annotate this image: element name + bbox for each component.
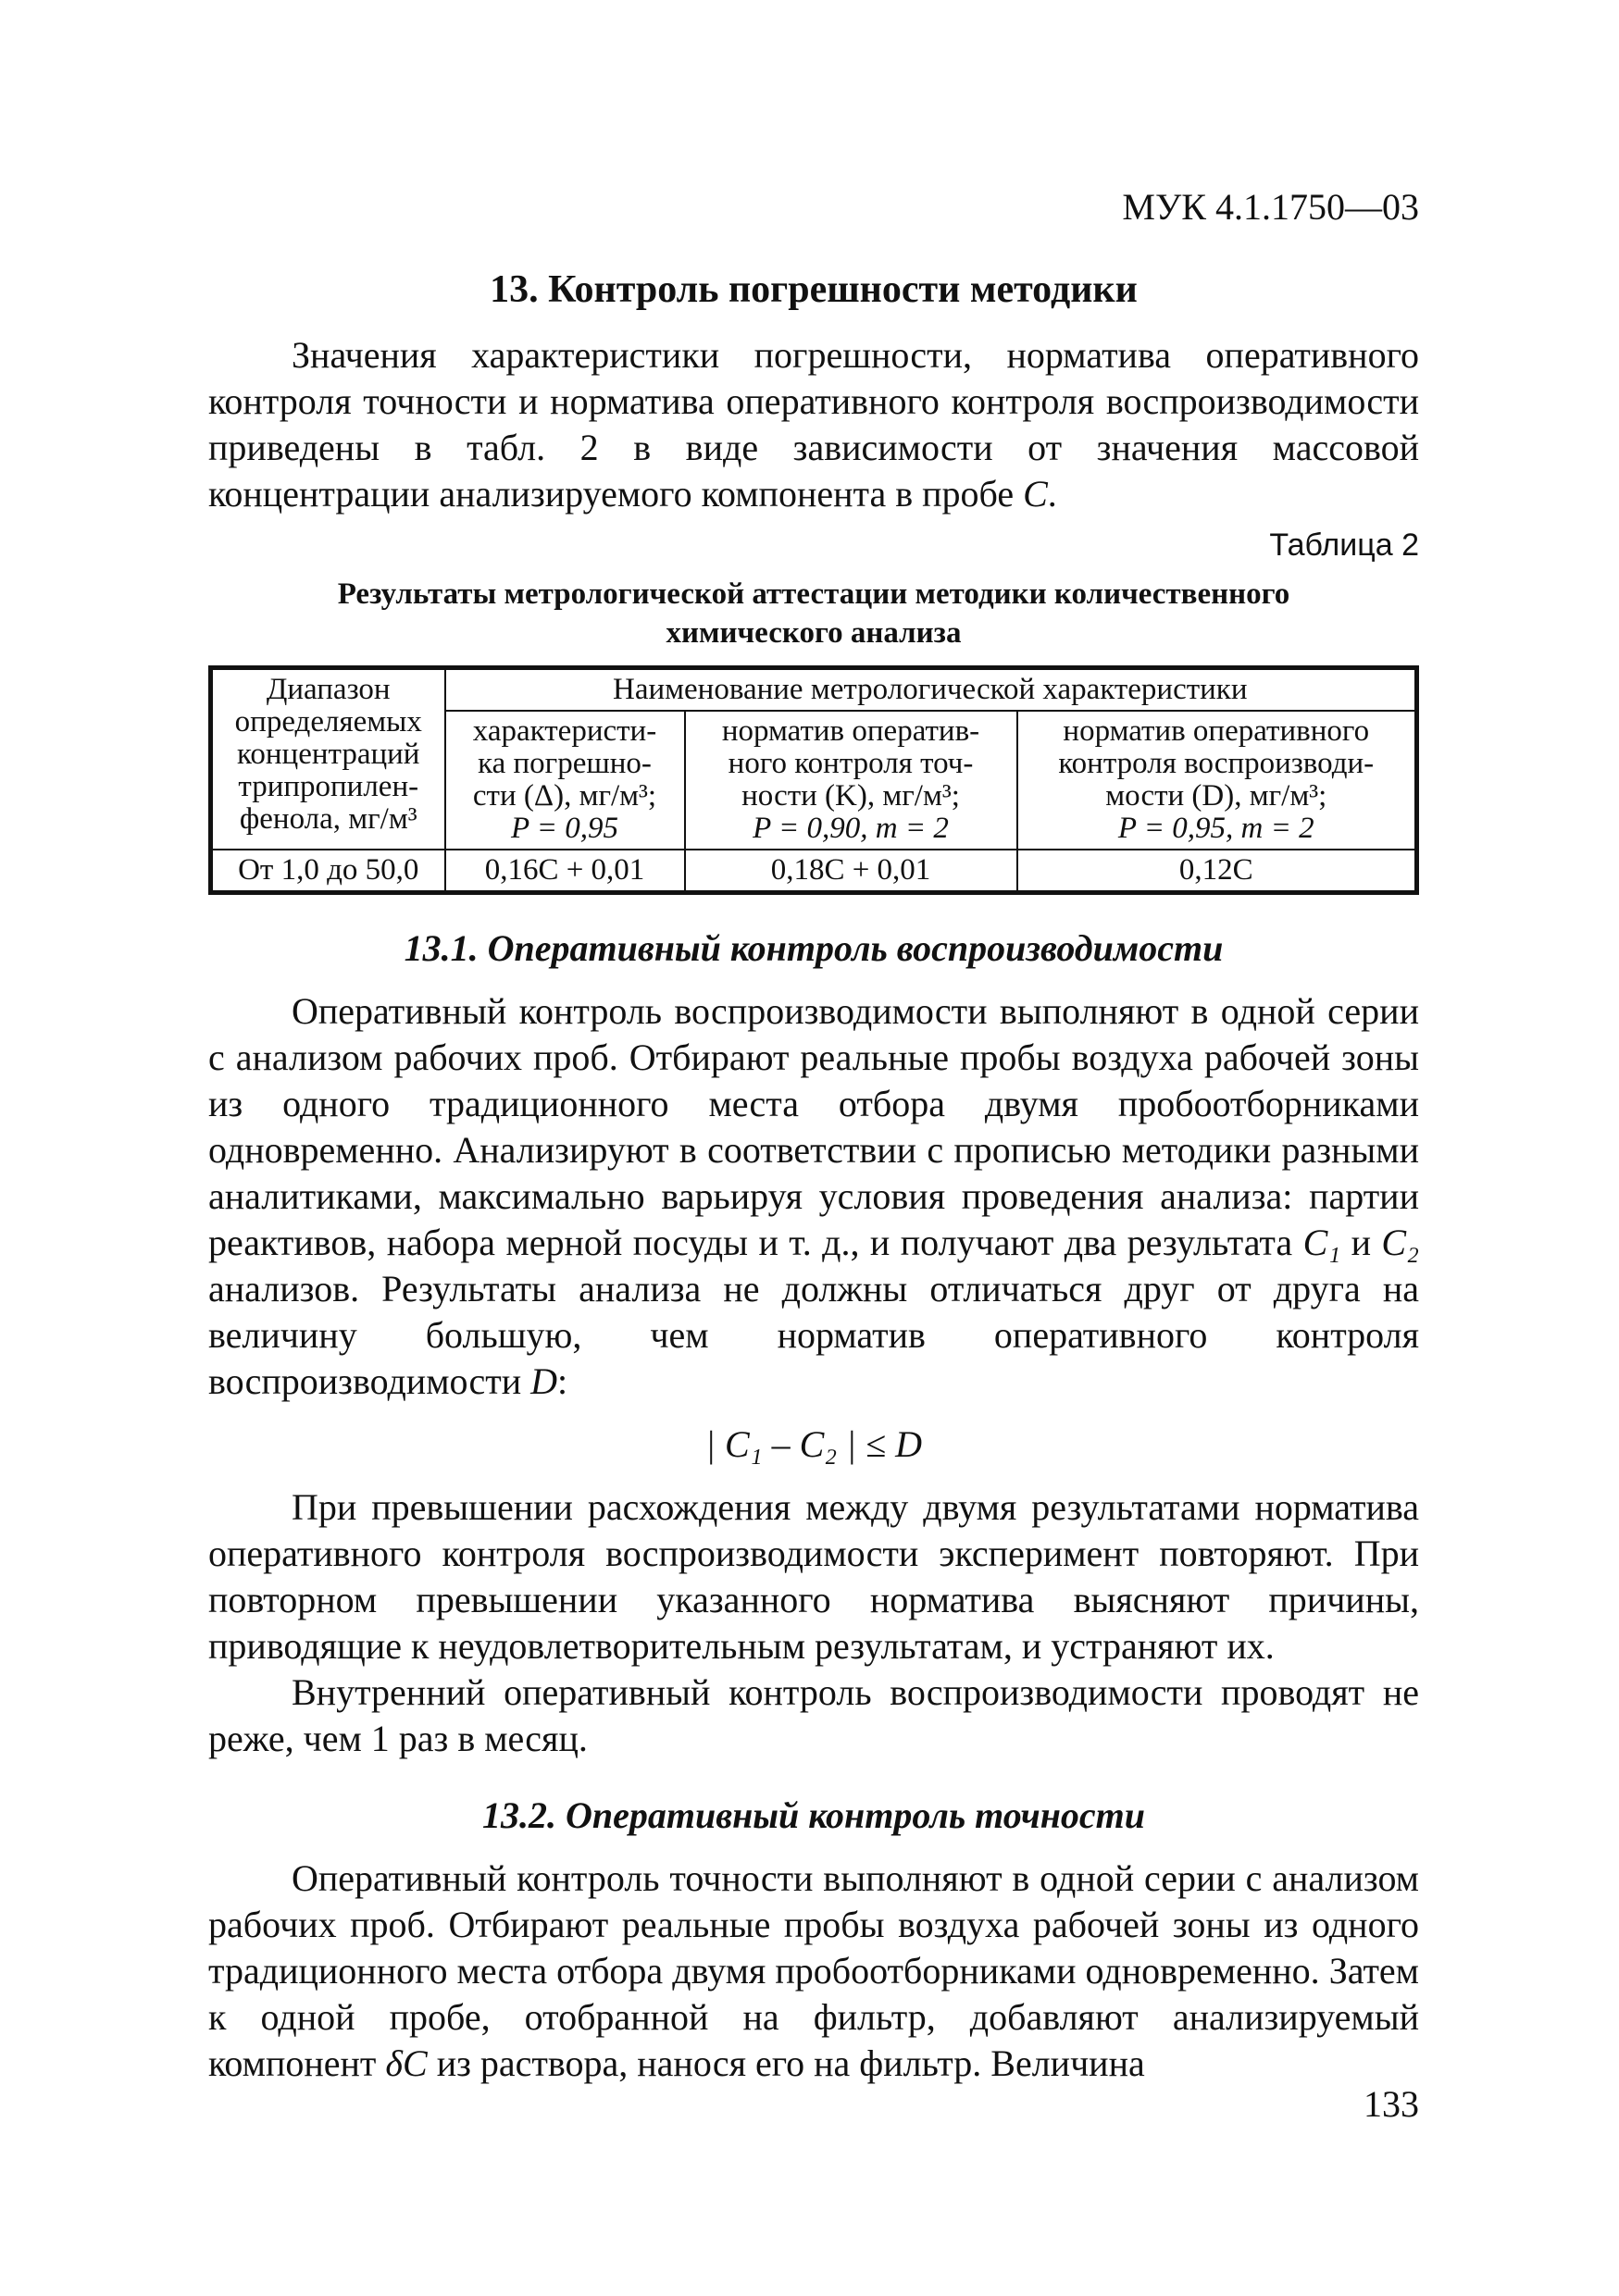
- range-cell: От 1,0 до 50,0: [211, 850, 445, 893]
- intro-paragraph: [208, 332, 1419, 517]
- reproducibility-norm-header: [1017, 711, 1417, 850]
- header-line: норматив оператив-: [721, 714, 980, 748]
- header-line: фенола, мг/м³: [239, 802, 417, 836]
- group-header-cell: Наименование метрологической характеристики: [445, 668, 1417, 712]
- table-header-row: [211, 668, 1417, 712]
- italic-symbol: δC: [385, 2042, 428, 2084]
- header-line: концентраций: [237, 738, 420, 771]
- header-line: ка погрешно-: [478, 747, 652, 780]
- header-line: характеристи-: [472, 714, 657, 748]
- header-line: определяемых: [234, 705, 422, 738]
- page-number: 133: [1364, 2083, 1419, 2125]
- header-line: P = 0,95, m = 2: [1117, 812, 1314, 845]
- accuracy-norm-header: [685, 711, 1017, 850]
- italic-symbol: C₁: [1302, 1222, 1341, 1263]
- header-line: Диапазон: [266, 673, 391, 706]
- header-line: P = 0,95: [510, 812, 619, 845]
- value-cell: 0,16C + 0,01: [445, 850, 685, 893]
- text-run: Оперативный контроль точности выполняют в одной серии с анализом рабочих проб. Отбирают реальные пробы воздуха рабочей зоны из одного традиционного места отбора двумя пробоотборниками одновременно. Затем к одной пробе, отобранной на фильтр, добавляют анализируемый компонент: [208, 1857, 1419, 2084]
- value-cell: 0,18C + 0,01: [685, 850, 1017, 893]
- header-line: трипропилен-: [238, 770, 419, 803]
- italic-symbol: C₂: [1381, 1222, 1420, 1263]
- range-header-cell: [211, 668, 445, 850]
- document-code: МУК 4.1.1750—03: [1122, 186, 1419, 228]
- reproducibility-paragraph-3: Внутренний оперативный контроль воспроизводимости проводят не реже, чем 1 раз в месяц.: [208, 1671, 1419, 1759]
- subsection-title-accuracy: 13.2. Оперативный контроль точности: [481, 1794, 1146, 1836]
- reproducibility-paragraph-1: [208, 988, 1419, 1405]
- value-cell: 0,12C: [1017, 850, 1417, 893]
- accuracy-paragraph-1: [208, 1855, 1419, 2087]
- subsection-title-reproducibility: 13.1. Оперативный контроль воспроизводимости: [404, 927, 1224, 969]
- table-caption-line: Результаты метрологической аттестации методики количественного: [337, 577, 1290, 611]
- text-run: из раствора, нанося его на фильтр. Величина: [427, 2042, 1145, 2084]
- table-label: Таблица 2: [1269, 527, 1419, 563]
- header-line: ности (K), мг/м³;: [741, 779, 960, 813]
- header-line: мости (D), мг/м³;: [1105, 779, 1327, 813]
- text-run: Оперативный контроль воспроизводимости выполняют в одной серии с анализом рабочих проб. Отбирают реальные пробы воздуха рабочей зоны из одного традиционного места отбора двумя пробоотборниками одновременно. Анализируют в соответствии с прописью методики разными аналитиками, максимально варьируя условия проведения анализа: партии реактивов, набора мерной посуды и т. д., и получают два результата: [208, 990, 1419, 1263]
- text-run: анализов. Результаты анализа не должны отличаться друг от друга на величину большую, чем норматив оперативного контроля воспроизводимости: [208, 1268, 1419, 1402]
- header-line: норматив оперативного: [1063, 714, 1370, 748]
- text-run: и: [1340, 1222, 1382, 1263]
- header-line: P = 0,90, m = 2: [753, 812, 949, 845]
- page-content: [208, 185, 1419, 2087]
- header-line: сти (Δ), мг/м³;: [472, 779, 657, 813]
- text-run: .: [1047, 473, 1057, 515]
- section-title: 13. Контроль погрешности методики: [490, 268, 1138, 311]
- header-line: контроля воспроизводи-: [1058, 747, 1375, 780]
- reproducibility-paragraph-2: При превышении расхождения между двумя результатами норматива оперативного контроля воспроизводимости эксперимент повторяют. При повторном превышении указанного норматива выясняют причины, приводящие к неудовлетворительным результатам, и устраняют их.: [208, 1486, 1419, 1667]
- metrology-table: [208, 665, 1419, 895]
- table-row: [211, 850, 1417, 893]
- text-run: :: [557, 1360, 568, 1402]
- italic-symbol: C: [1023, 473, 1048, 515]
- reproducibility-formula: | C₁ – C₂ | ≤ D: [704, 1423, 922, 1465]
- table-caption-line: химического анализа: [666, 616, 962, 650]
- italic-symbol: D: [530, 1360, 558, 1402]
- header-line: ного контроля точ-: [728, 747, 974, 780]
- text-run: Значения характеристики погрешности, норматива оперативного контроля точности и норматива оперативного контроля воспроизводимости приведены в табл. 2 в виде зависимости от значения массовой концентрации анализируемого компонента в пробе: [208, 334, 1419, 515]
- table-caption: [208, 575, 1419, 652]
- error-characteristic-header: [445, 711, 685, 850]
